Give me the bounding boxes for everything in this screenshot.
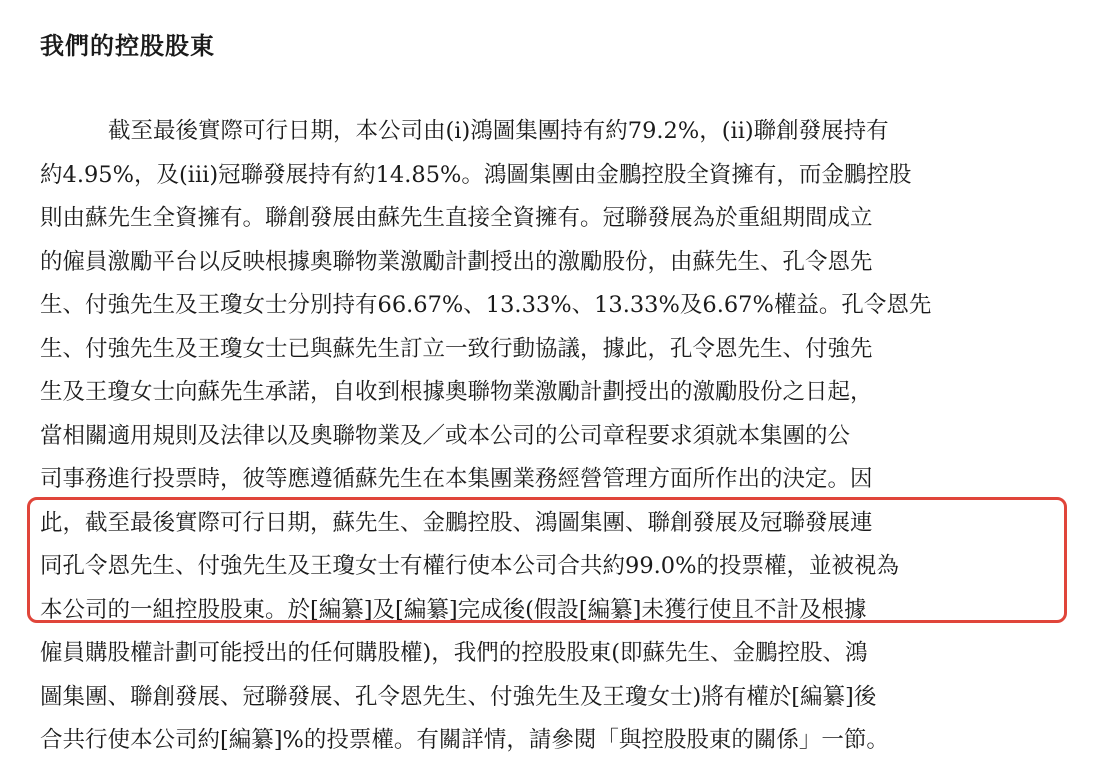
paragraph-line: 司事務進行投票時，彼等應遵循蘇先生在本集團業務經營管理方面所作出的決定。因 (40, 466, 873, 492)
paragraph-line: 當相關適用規則及法律以及奧聯物業及／或本公司的公司章程要求須就本集團的公 (40, 422, 851, 449)
paragraph-line: 則由蘇先生全資擁有。聯創發展由蘇先生直接全資擁有。冠聯發展為於重組期間成立 (40, 205, 873, 231)
paragraph-line: 約4.95%，及(iii)冠聯發展持有約14.85%。鴻圖集團由金鵬控股全資擁有，而金鵬控股 (40, 161, 912, 188)
paragraph-line: 生、付強先生及王瓊女士分別持有66.67%、13.33%、13.33%及6.67%權益。孔令恩先 (40, 292, 932, 318)
paragraph-line: 截至最後實際可行日期，本公司由(i)鴻圖集團持有約79.2%，(ii)聯創發展持有 (108, 118, 889, 144)
paragraph-line: 的僱員激勵平台以反映根據奧聯物業激勵計劃授出的激勵股份，由蘇先生、孔令恩先 (40, 248, 873, 275)
paragraph-line: 合共行使本公司約[編纂]%的投票權。有關詳情，請參閱「與控股股東的關係」一節。 (40, 727, 889, 753)
paragraph-line: 本公司的一組控股股東。於[編纂]及[編纂]完成後(假設[編纂]未獲行使且不計及根據 (40, 596, 867, 623)
paragraph-line: 僱員購股權計劃可能授出的任何購股權)，我們的控股股東(即蘇先生、金鵬控股、鴻 (40, 640, 868, 666)
paragraph-line: 生、付強先生及王瓊女士已與蘇先生訂立一致行動協議，據此，孔令恩先生、付強先 (40, 335, 873, 362)
section-heading: 我們的控股股東 (40, 32, 215, 60)
paragraph-line: 生及王瓊女士向蘇先生承諾，自收到根據奧聯物業激勵計劃授出的激勵股份之日起， (40, 379, 873, 405)
paragraph-line: 此，截至最後實際可行日期，蘇先生、金鵬控股、鴻圖集團、聯創發展及冠聯發展連 (40, 509, 873, 536)
paragraph-line: 圖集團、聯創發展、冠聯發展、孔令恩先生、付強先生及王瓊女士)將有權於[編纂]後 (40, 683, 877, 710)
section-paragraph (40, 110, 1060, 763)
paragraph-line: 同孔令恩先生、付強先生及王瓊女士有權行使本公司合共約99.0%的投票權，並被視為 (40, 553, 899, 579)
